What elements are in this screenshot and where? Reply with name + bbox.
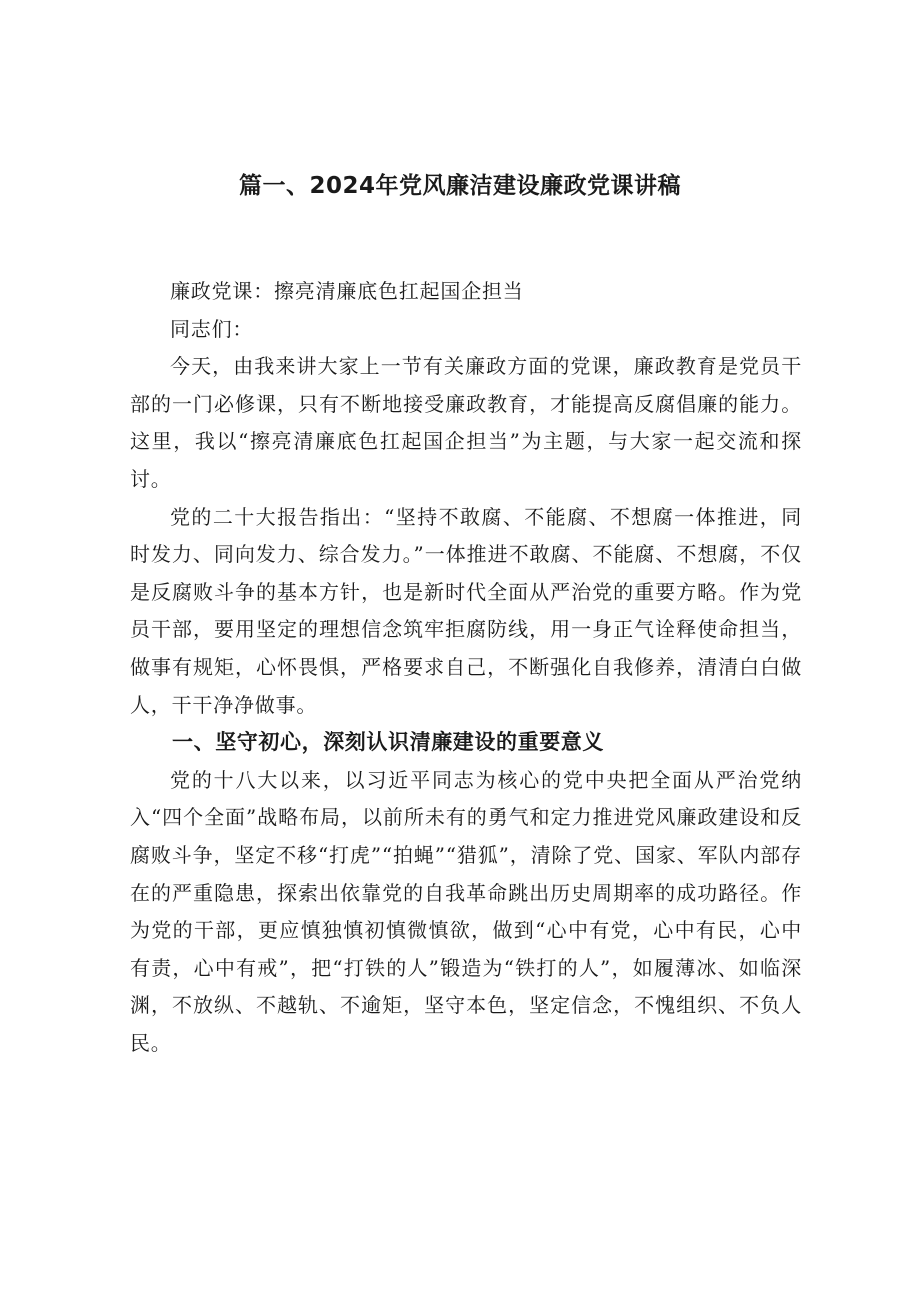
intro-paragraph: 今天，由我来讲大家上一节有关廉政方面的党课，廉政教育是党员干部的一门必修课，只有不断地接受廉政教育，才能提高反腐倡廉的能力。这里，我以“擦亮清廉底色扛起国企担当”为主题，与大家一起交流和探讨。 <box>130 354 802 491</box>
document-body <box>130 273 802 1062</box>
section-heading-1: 一、坚守初心，深刻认识清廉建设的重要意义 <box>172 730 604 755</box>
lecture-subtitle: 廉政党课：擦亮清廉底色扛起国企担当 <box>170 279 524 303</box>
report-paragraph: 党的二十大报告指出：“坚持不敢腐、不能腐、不想腐一体推进，同时发力、同向发力、综合发力。”一体推进不敢腐、不能腐、不想腐，不仅是反腐败斗争的基本方针，也是新时代全面从严治党的重要方略。作为党员干部，要用坚定的理想信念筑牢拒腐防线，用一身正气诠释使命担当，做事有规矩，心怀畏惧，严格要求自己，不断强化自我修养，清清白白做人，干干净净做事。 <box>130 504 802 717</box>
salutation: 同志们： <box>170 316 254 341</box>
document-title: 篇一、2024年党风廉洁建设廉政党课讲稿 <box>238 173 681 199</box>
section-1-paragraph: 党的十八大以来，以习近平同志为核心的党中央把全面从严治党纳入“四个全面”战略布局，以前所未有的勇气和定力推进党风廉政建设和反腐败斗争，坚定不移“打虎”“拍蝇”“猎狐”，清除了党、国家、军队内部存在的严重隐患，探索出依靠党的自我革命跳出历史周期率的成功路径。作为党的干部，更应慎独慎初慎微慎欲，做到“心中有党，心中有民，心中有责，心中有戒”，把“打铁的人”锻造为“铁打的人”，如履薄冰、如临深渊，不放纵、不越轨、不逾矩，坚守本色，坚定信念，不愧组织、不负人民。 <box>130 767 802 1055</box>
